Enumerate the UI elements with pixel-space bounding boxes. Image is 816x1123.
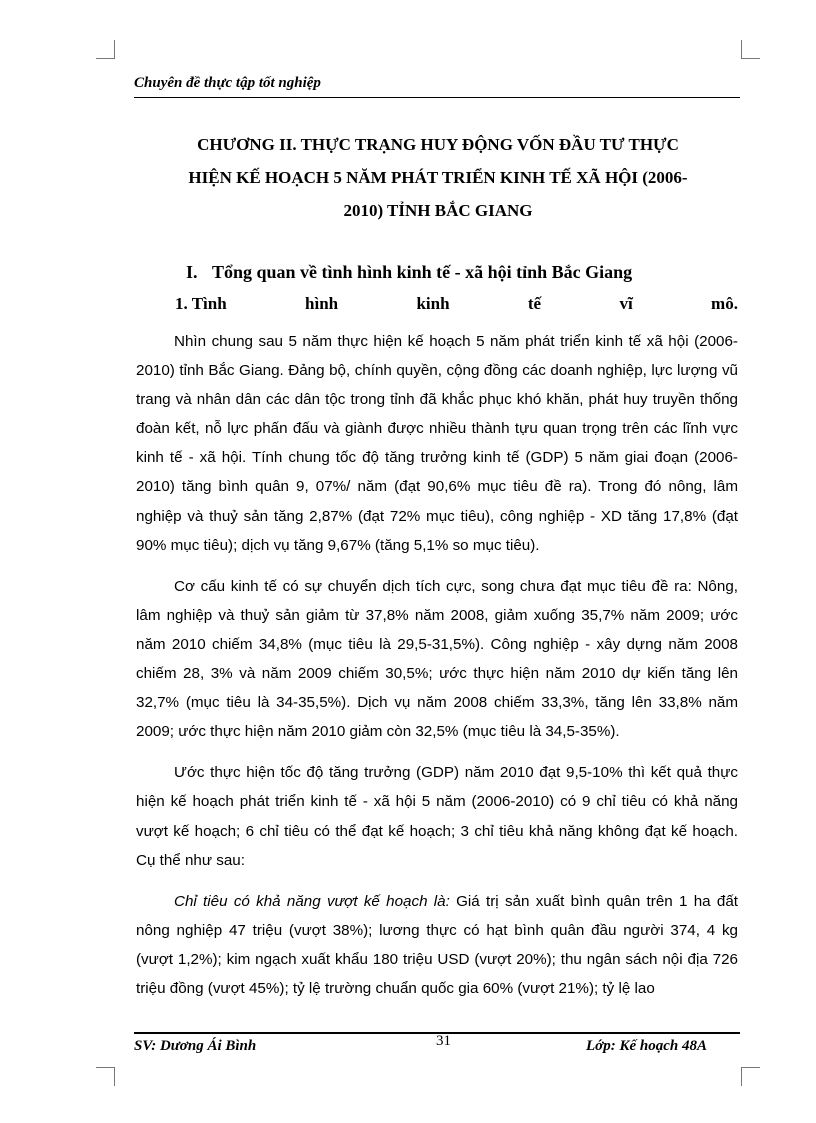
chapter-title-line-2: HIỆN KẾ HOẠCH 5 NĂM PHÁT TRIỂN KINH TẾ XÃ HỘI (2006- — [188, 168, 688, 187]
crop-mark-top-left — [96, 40, 115, 59]
section-title: Tổng quan về tình hình kinh tế - xã hội tỉnh Bắc Giang — [212, 262, 633, 282]
subsection-word: vĩ — [619, 294, 633, 313]
chapter-title-line-1: CHƯƠNG II. THỰC TRẠNG HUY ĐỘNG VỐN ĐẦU TƯ THỰC — [197, 135, 679, 154]
paragraph-economic-structure: Cơ cấu kinh tế có sự chuyển dịch tích cực, song chưa đạt mục tiêu đề ra: Nông, lâm nghiệp và thuỷ sản giảm từ 37,8% năm 2008, giảm xuống 35,7% năm 2009; ước năm 2010 chiếm 34,8% (mục tiêu là 29,5-31,5%). Công nghiệp - xây dựng năm 2008 chiếm 28, 3% và năm 2009 chiếm 30,5%; ước thực hiện năm 2010 dự kiến tăng lên 32,7% (mục tiêu là 34-35,5%). Dịch vụ năm 2008 chiếm 33,3%, tăng lên 33,8% năm 2009; ước thực hiện năm 2010 giảm còn 32,5% (mục tiêu là 34,5-35%). — [136, 577, 738, 741]
footer-student-name: SV: Dương Ái Bình — [134, 1038, 257, 1054]
footer-class-label: Lớp: Kế hoạch 48A — [586, 1038, 707, 1054]
paragraph-rest: Giá trị sản xuất bình quân trên 1 ha đất nông nghiệp 47 triệu (vượt 38%); lương thực có hạt bình quân đầu người 374, 4 kg (vượt 1,2%); kim ngạch xuất khẩu 180 triệu USD (vượt 20%); thu ngân sách nội địa 726 triệu đồng (vượt 45%); tỷ lệ trường chuẩn quốc gia 60% (vượt 21%); tỷ lệ lao — [136, 892, 738, 997]
subsection-word: kinh — [416, 294, 450, 313]
paragraph-exceeding-targets — [136, 887, 738, 1003]
crop-mark-bottom-right — [741, 1067, 760, 1086]
paragraph-growth-estimate: Ước thực hiện tốc độ tăng trưởng (GDP) năm 2010 đạt 9,5-10% thì kết quả thực hiện kế hoạch phát triển kinh tế - xã hội 5 năm (2006-2010) có 9 chỉ tiêu có khả năng vượt kế hoạch; 6 chỉ tiêu có thể đạt kế hoạch; 3 chỉ tiêu khả năng không đạt kế hoạch. Cụ thể như sau: — [136, 764, 738, 869]
subsection-word: 1. Tình — [175, 294, 227, 313]
subsection-word: tế — [527, 294, 542, 313]
body-text — [136, 327, 738, 1015]
subsection-heading — [175, 294, 738, 314]
subsection-word: hình — [305, 294, 339, 313]
chapter-title-line-3: 2010) TỈNH BẮC GIANG — [343, 201, 533, 220]
subsection-word: mô. — [711, 294, 738, 313]
header-rule — [134, 97, 740, 98]
chapter-title — [150, 128, 726, 227]
running-header: Chuyên đề thực tập tốt nghiệp — [134, 75, 321, 91]
section-heading — [186, 262, 632, 283]
crop-mark-top-right — [741, 40, 760, 59]
paragraph-overview: Nhìn chung sau 5 năm thực hiện kế hoạch 5 năm phát triển kinh tế xã hội (2006-2010) tỉnh Bắc Giang. Đảng bộ, chính quyền, cộng đồng các doanh nghiệp, lực lượng vũ trang và nhân dân các dân tộc trong tỉnh đã khắc phục khó khăn, phát huy truyền thống đoàn kết, nỗ lực phấn đấu và giành được nhiều thành tựu quan trọng trên các lĩnh vực kinh tế - xã hội. Tính chung tốc độ tăng trưởng kinh tế (GDP) 5 năm giai đoạn (2006-2010) tăng bình quân 9, 07%/ năm (đạt 90,6% mục tiêu đề ra). Trong đó nông, lâm nghiệp và thuỷ sản tăng 2,87% (đạt 72% mục tiêu), công nghiệp - XD tăng 17,8% (đạt 90% mục tiêu); dịch vụ tăng 9,67% (tăng 5,1% so mục tiêu). — [136, 333, 738, 554]
paragraph-lead-italic: Chỉ tiêu có khả năng vượt kế hoạch là: — [174, 892, 450, 910]
crop-mark-bottom-left — [96, 1067, 115, 1086]
section-number: I. — [186, 262, 198, 282]
page-number: 31 — [436, 1033, 451, 1049]
